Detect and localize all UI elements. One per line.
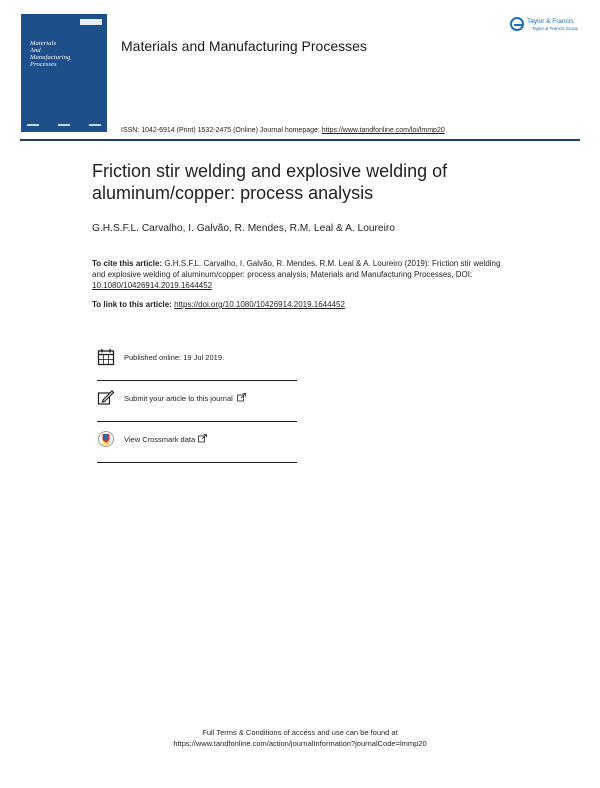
cover-title: Materials And Manufacturing Processes	[30, 40, 71, 68]
citation-doi-link[interactable]: 10.1080/10426914.2019.1644452	[92, 281, 213, 290]
journal-cover-image	[21, 14, 107, 132]
publisher-logo[interactable]	[510, 16, 585, 36]
divider	[97, 421, 297, 422]
footer-terms-link[interactable]: https://www.tandfonline.com/action/journalInformation?journalCode=lmmp20	[173, 739, 427, 748]
journal-title[interactable]: Materials and Manufacturing Processes	[121, 38, 367, 54]
crossmark-link[interactable]	[97, 428, 297, 450]
footer-terms-text: Full Terms & Conditions of access and use can be found at	[202, 728, 398, 737]
cover-publisher-badge	[80, 19, 102, 25]
journal-homepage-link[interactable]: https://www.tandfonline.com/loi/lmmp20	[321, 127, 445, 134]
publisher-logo-icon	[510, 17, 524, 31]
issn-line	[121, 127, 445, 134]
crossmark-text: View Crossmark data	[124, 434, 196, 444]
published-online-row	[97, 346, 297, 368]
edit-icon	[97, 389, 115, 407]
citation-block	[92, 258, 512, 291]
crossmark-icon	[97, 430, 115, 448]
calendar-icon	[97, 348, 115, 366]
submit-article-text: Submit your article to this journal	[124, 393, 233, 403]
issn-text: ISSN: 1042-6914 (Print) 1532-2475 (Online) Journal homepage:	[121, 127, 322, 134]
cover-footer	[27, 124, 101, 128]
header-divider	[20, 139, 580, 141]
published-online-text: Published online: 19 Jul 2019.	[124, 352, 225, 362]
publisher-group: Taylor & Francis Group	[532, 26, 579, 31]
page-footer	[0, 727, 600, 749]
external-link-icon	[237, 393, 246, 404]
submit-article-link[interactable]	[97, 387, 297, 409]
external-link-icon	[198, 434, 207, 445]
divider	[97, 380, 297, 381]
article-authors: G.H.S.F.L. Carvalho, I. Galvão, R. Mendes, R.M. Leal & A. Loureiro	[92, 223, 395, 234]
citation-text: G.H.S.F.L. Carvalho, I. Galvão, R. Mendes, R.M. Leal & A. Loureiro (2019): Friction stir welding and explosive welding of aluminum/copper: process analysis, Materials and Manufacturing Processes, DOI:	[92, 259, 501, 279]
article-link-url[interactable]: https://doi.org/10.1080/10426914.2019.1644452	[174, 300, 345, 309]
divider	[97, 462, 297, 463]
publisher-name: Taylor & Francis	[527, 18, 574, 25]
article-link-label: To link to this article:	[92, 300, 175, 309]
citation-label: To cite this article:	[92, 259, 163, 268]
article-link-block	[92, 300, 345, 309]
article-title: Friction stir welding and explosive welding of aluminum/copper: process analysis	[92, 161, 448, 203]
